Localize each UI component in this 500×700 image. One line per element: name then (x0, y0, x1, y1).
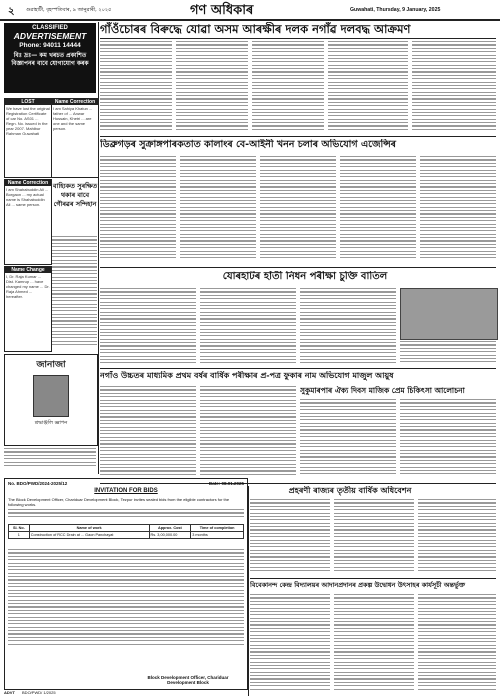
promo-block (52, 182, 98, 232)
column-rule-left (98, 22, 99, 474)
article6-col-3 (418, 499, 496, 575)
article4-col-1 (100, 386, 196, 478)
article3-col-3 (300, 288, 396, 366)
table-header-cost: Approx. Cost (149, 525, 191, 532)
article-col-3 (252, 41, 324, 133)
footer-advt-label: ADVT (4, 690, 15, 695)
table-cell: Rs. 3,00,000.00 (149, 532, 191, 539)
masthead: গণ অধিকাৰ (190, 3, 254, 18)
name-change-notice (4, 266, 52, 352)
headline-main: গাঁওঁচোৰৰ বিৰুদ্ধে যোৱা অসম আৰক্ষীৰ দলক নগাঁৱ দলবদ্ধ আক্ৰমণ (100, 22, 411, 36)
article2-col-4 (340, 156, 416, 264)
article3-col-4 (400, 341, 496, 366)
name-correction-notice-2 (4, 179, 52, 265)
footer-strip (4, 690, 246, 698)
article2-col-3 (260, 156, 336, 264)
article2-col-1 (100, 156, 176, 264)
article5-col-2 (400, 399, 496, 479)
header-date-right: Guwahati, Thursday, 9 January, 2025 (350, 7, 441, 13)
footer-advt-code: BDO/PWD/ 1/2025 (22, 690, 56, 695)
name-correction-notice (51, 98, 99, 178)
article7-col-2 (334, 594, 414, 692)
rule-1 (100, 38, 496, 39)
classified-promo: বিঃ দ্ৰঃ— কম খৰচত প্ৰকাশিত বিজ্ঞাপনৰ বাবে যোগাযোগ কৰক (11, 52, 89, 67)
invitation-date: Date: 08.01.2025 (208, 481, 244, 486)
classified-label: CLASSIFIED (32, 25, 68, 31)
table-header-work: Name of work (29, 525, 149, 532)
name-correction-title: Name Correction (52, 99, 98, 105)
promo-title: বাহ্যিকত সুৰক্ষিত থকাৰ বাবে গৌৰৱৰ সন্দিহান (52, 182, 98, 208)
article3-col-2 (200, 288, 296, 366)
article-col-2 (176, 41, 248, 133)
table-row (9, 532, 244, 539)
table-cell: 3 months (191, 532, 244, 539)
name-correction-title-2: Name Correction (5, 180, 51, 186)
table-cell: Construction of RCC Drain at ... Gaon Panchayat (29, 532, 149, 539)
lost-notice-body: We have lost the original Registration Certificate of car No. AS01 ... Regn. No. issued in the year 2007. Mahibur Rahman Guwahati (6, 106, 50, 136)
headline-third: যোৰহাটৰ হাঁতী নিধন পৰীক্ষা চুক্তি বাতিল (222, 271, 388, 282)
article-col-4 (328, 41, 408, 133)
article7-col-1 (250, 594, 330, 692)
rule-6 (250, 578, 496, 579)
article3-photo (400, 288, 498, 340)
page-number: ২ (8, 6, 15, 17)
headline-fifth: সুকুমাৰপাৰ ঐক্য দিবস মাজিক প্ৰেম চিকিৎসা আলোচনা (300, 386, 465, 395)
header-rule (0, 19, 500, 21)
article3-col-1 (100, 288, 196, 366)
name-change-title: Name Change (5, 267, 51, 273)
article2-col-5 (420, 156, 496, 264)
headline-sixth: প্ৰহৰণী ৰাজ্যৰ তৃতীয় বাৰ্ষিক অধিবেশন (288, 486, 412, 495)
page-header (0, 0, 500, 20)
lost-notice (4, 98, 52, 178)
classified-title: ADVERTISEMENT (13, 31, 87, 41)
headline-seventh: বিবেকানন্দ কেন্দ্ৰ বিদ্যালয়ৰ আদানপ্ৰদানৰ প্ৰকল্প উদ্বোধন উৎসাহৰ কাৰ্যসূচী অন্তৰ্ভুক্ত (250, 581, 466, 589)
article7-col-3 (418, 594, 496, 692)
invitation-body: The Block Development Officer, Chariduar Development Block, Tezpur invites sealed bids from the eligible contractors for the following works. (8, 497, 230, 507)
header-date-left: গুৱাহাটী, বৃহস্পতিবাৰ, ৯ জানুৱাৰী, ২০২৫ (26, 7, 112, 13)
table-cell: 1 (9, 532, 30, 539)
article-col-5 (412, 41, 496, 133)
rule-3 (100, 267, 496, 268)
rule-4 (100, 368, 496, 369)
table-header-time: Time of completion (191, 525, 244, 532)
rule-2 (100, 136, 496, 137)
headline-fourth: নগাঁও উচ্চতৰ মাধ্যমিক প্ৰথম বৰ্ষৰ বাৰ্ষিক পৰীক্ষাৰ প্ৰ-পত্ৰ ফুকাৰ নাম অভিযোগ মাজুল আয়ুষ (100, 371, 394, 380)
classified-phone: Phone: 94011 14444 (19, 42, 81, 49)
invitation-title: INVITATION FOR BIDS (94, 488, 158, 494)
table-header-sl: Sl. No. (9, 525, 30, 532)
article5-col-1 (300, 399, 396, 479)
promo-text (52, 236, 97, 350)
article-col-1 (100, 41, 172, 133)
name-correction-body: I am Sahiya Khatun ... father of ... Anwar Hussain, Khetri ... are one and the same person. (53, 106, 93, 131)
invitation-ref: No. BDO/PWD/2024-2025/12 (8, 481, 68, 486)
obituary-photo (33, 375, 69, 417)
invitation-table (8, 524, 244, 539)
obituary-name: শ্ৰদ্ধাঞ্জলি জ্ঞাপন (34, 420, 68, 426)
invitation-conditions (8, 549, 244, 649)
invitation-for-bids (4, 478, 248, 690)
invitation-footer: Block Development Officer, Chariduar Development Block (147, 675, 229, 685)
article6-col-1 (250, 499, 330, 575)
article4-col-2 (200, 386, 296, 478)
obituary-title: জানাজা (36, 360, 66, 370)
name-change-body: I, Dr. Raja Kumar ... Dist. Kamrup ... have changed my name ... Dr. Raja Ahmed ... hereafter. (6, 274, 50, 299)
invitation-body-extra (8, 509, 244, 521)
classified-box (4, 23, 96, 93)
article2-col-2 (180, 156, 256, 264)
headline-second: ডিব্ৰুগড়ৰ সুক্ৰাঙ্গপাৰকতাত কালাংৰ বে-আইনী খনন চলাৰ অভিযোগ এজেন্সিৰ (100, 139, 397, 150)
article6-col-2 (334, 499, 414, 575)
column-rule-mid (248, 486, 249, 696)
name-correction-body-2: I am Shahabuddin Ali ... Borgaon ... my actual name is Shahabuddin Ali ... same person. (6, 187, 49, 207)
lost-notice-title: LOST (5, 99, 51, 105)
obituary-box (4, 354, 98, 446)
obituary-text (4, 448, 96, 470)
